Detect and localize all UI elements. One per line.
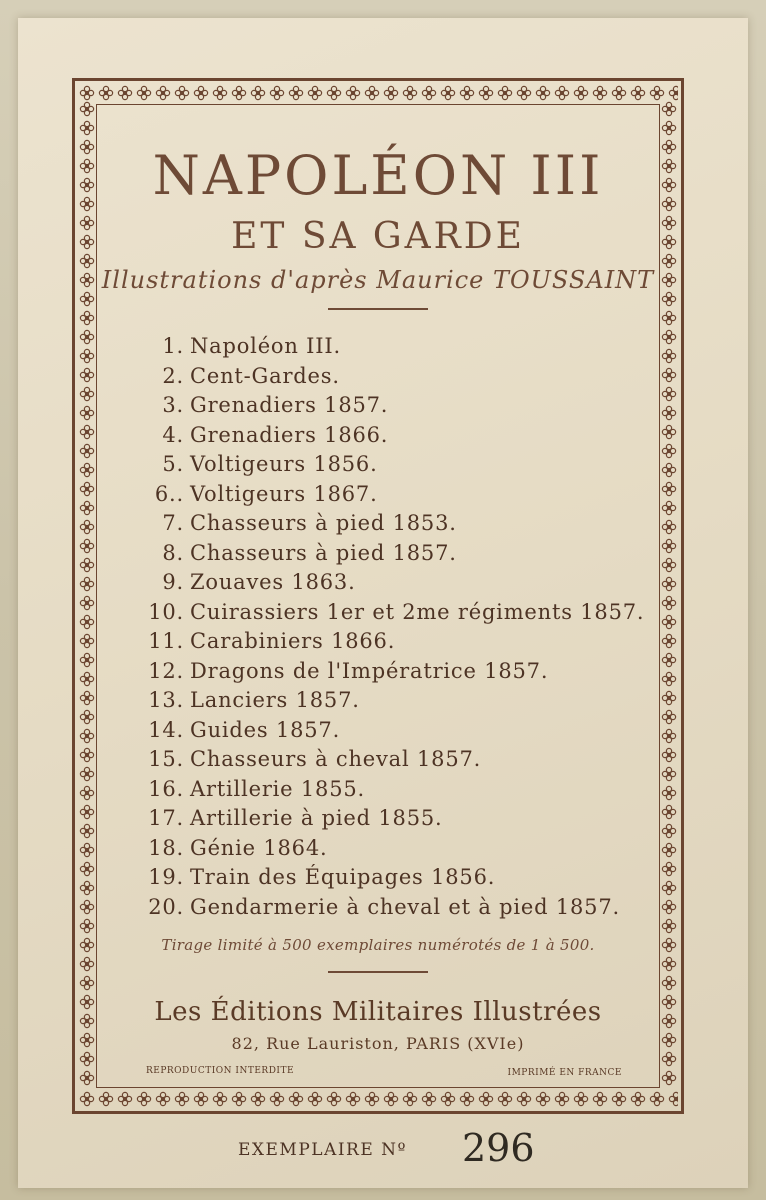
ornament-flower bbox=[80, 1014, 93, 1027]
ornament-flower bbox=[662, 140, 675, 153]
ornament-flower bbox=[662, 425, 675, 438]
ornament-flower bbox=[175, 1092, 188, 1105]
ornament-flower bbox=[662, 957, 675, 970]
ornament-flower bbox=[80, 558, 93, 571]
ornament-flower bbox=[80, 653, 93, 666]
ornament-flower bbox=[365, 86, 378, 99]
ornament-flower bbox=[662, 520, 675, 533]
plate-number: 5. bbox=[162, 452, 184, 476]
ornament-flower bbox=[662, 178, 675, 191]
ornament-flower bbox=[251, 86, 264, 99]
ornament-flower bbox=[80, 881, 93, 894]
edition-limit-note: Tirage limité à 500 exemplaires numérotés de 1 à 500. bbox=[161, 936, 595, 954]
ornament-flower bbox=[662, 387, 675, 400]
ornament-flower bbox=[137, 1092, 150, 1105]
ornament-flower bbox=[631, 1092, 644, 1105]
ornament-flower bbox=[517, 1092, 530, 1105]
plate-item bbox=[144, 391, 644, 421]
plate-number: 1. bbox=[162, 334, 184, 358]
ornament-flower bbox=[80, 767, 93, 780]
ornament-border-top bbox=[78, 84, 678, 102]
ornament-flower bbox=[80, 520, 93, 533]
ornament-flower bbox=[213, 86, 226, 99]
ornament-flower bbox=[441, 1092, 454, 1105]
ornament-flower bbox=[422, 1092, 435, 1105]
ornament-flower bbox=[662, 1052, 675, 1065]
ornament-flower bbox=[365, 1092, 378, 1105]
ornament-flower bbox=[555, 1092, 568, 1105]
plate-label: Chasseurs à pied 1853. bbox=[190, 511, 457, 535]
ornament-flower bbox=[80, 995, 93, 1008]
ornament-flower bbox=[118, 1092, 131, 1105]
plate-label: Dragons de l'Impératrice 1857. bbox=[190, 658, 549, 683]
ornament-flower bbox=[574, 86, 587, 99]
exemplaire-label: EXEMPLAIRE Nº bbox=[238, 1140, 408, 1160]
ornament-flower bbox=[460, 86, 473, 99]
ornament-flower bbox=[662, 938, 675, 951]
plate-label: Génie 1864. bbox=[190, 835, 328, 860]
ornament-flower bbox=[80, 292, 93, 305]
plate-label: Napoléon III. bbox=[190, 334, 341, 358]
ornament-border-bottom bbox=[78, 1090, 678, 1108]
ornament-flower bbox=[555, 86, 568, 99]
plate-item bbox=[144, 450, 644, 480]
ornament-flower bbox=[80, 178, 93, 191]
plate-list bbox=[144, 332, 644, 922]
ornament-flower bbox=[612, 1092, 625, 1105]
ornament-flower bbox=[662, 501, 675, 514]
ornament-flower bbox=[662, 159, 675, 172]
plate-label: Carabiniers 1866. bbox=[190, 629, 396, 653]
plate-label: Artillerie 1855. bbox=[190, 776, 365, 801]
plate-label: Chasseurs à cheval 1857. bbox=[190, 747, 482, 771]
ornament-flower bbox=[80, 862, 93, 875]
ornament-flower bbox=[662, 672, 675, 685]
ornament-flower bbox=[662, 273, 675, 286]
ornament-flower bbox=[612, 86, 625, 99]
ornament-flower bbox=[80, 805, 93, 818]
ornament-flower bbox=[80, 1052, 93, 1065]
ornament-flower bbox=[662, 254, 675, 267]
ornament-flower bbox=[80, 330, 93, 343]
ornament-flower bbox=[194, 86, 207, 99]
ornament-flower bbox=[536, 1092, 549, 1105]
plate-number: 16. bbox=[148, 776, 184, 801]
ornament-flower bbox=[422, 86, 435, 99]
ornament-flower bbox=[662, 197, 675, 210]
plate-number: 11. bbox=[148, 629, 184, 653]
plate-number: 12. bbox=[148, 658, 184, 683]
illustrator-credit: Illustrations d'après Maurice TOUSSAINT bbox=[101, 266, 655, 294]
ornament-flower bbox=[662, 634, 675, 647]
ornament-flower bbox=[80, 1071, 93, 1084]
plate-number: 8. bbox=[162, 540, 184, 565]
ornament-flower bbox=[80, 463, 93, 476]
ornament-flower bbox=[662, 368, 675, 381]
ornament-flower bbox=[80, 349, 93, 362]
ornament-flower bbox=[662, 995, 675, 1008]
ornament-flower bbox=[662, 349, 675, 362]
printed-in-notice: IMPRIMÉ EN FRANCE bbox=[507, 1068, 622, 1078]
ornament-flower bbox=[80, 102, 93, 115]
ornament-flower bbox=[403, 1092, 416, 1105]
ornament-flower bbox=[662, 767, 675, 780]
ornament-flower bbox=[662, 729, 675, 742]
ornament-flower bbox=[479, 86, 492, 99]
ornament-flower bbox=[662, 1071, 675, 1084]
ornament-flower bbox=[662, 558, 675, 571]
ornament-flower bbox=[662, 235, 675, 248]
plate-number: 15. bbox=[148, 747, 184, 771]
ornament-flower bbox=[346, 1092, 359, 1105]
plate-number: 7. bbox=[162, 511, 184, 535]
ornament-flower bbox=[80, 957, 93, 970]
plate-number: 17. bbox=[148, 806, 184, 830]
ornament-flower bbox=[80, 140, 93, 153]
ornament-flower bbox=[80, 482, 93, 495]
ornament-flower bbox=[80, 425, 93, 438]
ornament-flower bbox=[80, 843, 93, 856]
plate-item bbox=[144, 362, 644, 392]
ornament-flower bbox=[662, 330, 675, 343]
ornament-flower bbox=[232, 86, 245, 99]
ornament-flower bbox=[662, 710, 675, 723]
plate-item bbox=[144, 539, 644, 569]
plate-number: 19. bbox=[148, 865, 184, 889]
plate-label: Zouaves 1863. bbox=[190, 570, 356, 594]
ornament-flower bbox=[194, 1092, 207, 1105]
ornament-flower bbox=[662, 292, 675, 305]
plate-label: Gendarmerie à cheval et à pied 1857. bbox=[190, 894, 620, 919]
ornament-flower bbox=[289, 1092, 302, 1105]
ornament-flower bbox=[80, 216, 93, 229]
reproduction-notice: REPRODUCTION INTERDITE bbox=[146, 1066, 295, 1076]
plate-number: 2. bbox=[162, 363, 184, 388]
plate-label: Voltigeurs 1867. bbox=[190, 481, 378, 506]
exemplaire-number: 296 bbox=[462, 1126, 535, 1170]
ornament-flower bbox=[650, 1092, 663, 1105]
ornament-flower bbox=[662, 463, 675, 476]
ornament-flower bbox=[80, 121, 93, 134]
ornament-flower bbox=[346, 86, 359, 99]
ornament-flower bbox=[289, 86, 302, 99]
ornament-flower bbox=[669, 86, 678, 99]
ornament-border-right bbox=[660, 100, 678, 1090]
divider-rule bbox=[328, 308, 428, 310]
ornament-flower bbox=[650, 86, 663, 99]
plate-number: 20. bbox=[148, 894, 184, 919]
plate-number: 9. bbox=[162, 570, 184, 594]
ornament-flower bbox=[631, 86, 644, 99]
ornament-flower bbox=[662, 691, 675, 704]
plate-label: Guides 1857. bbox=[190, 717, 341, 742]
ornament-flower bbox=[460, 1092, 473, 1105]
plate-item bbox=[144, 893, 644, 923]
ornament-flower bbox=[80, 1092, 93, 1105]
ornament-flower bbox=[80, 197, 93, 210]
ornament-flower bbox=[662, 653, 675, 666]
plate-label: Artillerie à pied 1855. bbox=[190, 806, 443, 830]
divider-rule bbox=[328, 971, 428, 973]
ornament-flower bbox=[80, 368, 93, 381]
ornament-flower bbox=[80, 710, 93, 723]
plate-number: 10. bbox=[148, 599, 184, 624]
ornament-flower bbox=[80, 596, 93, 609]
document-content bbox=[96, 104, 660, 1088]
plate-item bbox=[144, 568, 644, 598]
ornament-flower bbox=[232, 1092, 245, 1105]
plate-item bbox=[144, 863, 644, 893]
ornament-flower bbox=[80, 672, 93, 685]
ornament-flower bbox=[662, 976, 675, 989]
ornament-flower bbox=[213, 1092, 226, 1105]
ornament-flower bbox=[80, 691, 93, 704]
ornament-flower bbox=[118, 86, 131, 99]
ornament-flower bbox=[327, 1092, 340, 1105]
ornament-flower bbox=[662, 121, 675, 134]
ornament-flower bbox=[80, 919, 93, 932]
ornament-flower bbox=[327, 86, 340, 99]
ornament-flower bbox=[669, 1092, 678, 1105]
ornament-flower bbox=[662, 406, 675, 419]
plate-label: Lanciers 1857. bbox=[190, 688, 360, 712]
ornament-flower bbox=[80, 406, 93, 419]
plate-label: Grenadiers 1866. bbox=[190, 422, 389, 447]
ornament-flower bbox=[662, 596, 675, 609]
ornament-flower bbox=[80, 444, 93, 457]
ornament-flower bbox=[498, 86, 511, 99]
ornament-flower bbox=[80, 501, 93, 514]
ornament-flower bbox=[662, 102, 675, 115]
plate-item bbox=[144, 598, 644, 628]
plate-item bbox=[144, 686, 644, 716]
ornament-flower bbox=[308, 1092, 321, 1105]
ornament-flower bbox=[662, 862, 675, 875]
ornament-flower bbox=[662, 900, 675, 913]
ornament-flower bbox=[662, 748, 675, 761]
ornament-flower bbox=[662, 615, 675, 628]
ornament-flower bbox=[80, 976, 93, 989]
ornament-flower bbox=[662, 843, 675, 856]
ornament-flower bbox=[384, 1092, 397, 1105]
ornament-flower bbox=[80, 273, 93, 286]
ornament-flower bbox=[662, 805, 675, 818]
ornament-flower bbox=[662, 216, 675, 229]
ornament-flower bbox=[80, 539, 93, 552]
ornament-flower bbox=[662, 1014, 675, 1027]
ornament-flower bbox=[99, 1092, 112, 1105]
ornament-flower bbox=[80, 1033, 93, 1046]
ornament-flower bbox=[80, 938, 93, 951]
plate-label: Voltigeurs 1856. bbox=[190, 452, 378, 476]
plate-label: Chasseurs à pied 1857. bbox=[190, 540, 457, 565]
ornament-flower bbox=[662, 824, 675, 837]
plate-number: 14. bbox=[148, 717, 184, 742]
ornament-flower bbox=[662, 881, 675, 894]
plate-label: Cent-Gardes. bbox=[190, 363, 340, 388]
ornament-flower bbox=[80, 900, 93, 913]
ornament-flower bbox=[80, 235, 93, 248]
publisher-name: Les Éditions Militaires Illustrées bbox=[154, 997, 602, 1027]
ornament-flower bbox=[593, 1092, 606, 1105]
ornament-flower bbox=[384, 86, 397, 99]
document-subtitle: ET SA GARDE bbox=[231, 216, 525, 257]
plate-number: 6.. bbox=[154, 481, 184, 506]
ornament-flower bbox=[99, 86, 112, 99]
plate-item bbox=[144, 627, 644, 657]
ornament-flower bbox=[308, 86, 321, 99]
plate-item bbox=[144, 657, 644, 687]
ornament-flower bbox=[80, 577, 93, 590]
ornament-flower bbox=[80, 729, 93, 742]
ornament-flower bbox=[517, 86, 530, 99]
plate-number: 18. bbox=[148, 835, 184, 860]
ornament-flower bbox=[80, 254, 93, 267]
plate-item bbox=[144, 716, 644, 746]
ornament-flower bbox=[536, 86, 549, 99]
plate-label: Cuirassiers 1er et 2me régiments 1857. bbox=[190, 599, 645, 624]
ornament-flower bbox=[662, 311, 675, 324]
ornament-flower bbox=[80, 748, 93, 761]
ornament-flower bbox=[80, 311, 93, 324]
ornament-flower bbox=[80, 387, 93, 400]
ornament-border-left bbox=[78, 100, 96, 1090]
ornament-flower bbox=[80, 824, 93, 837]
document-title: NAPOLÉON III bbox=[152, 144, 604, 207]
plate-item bbox=[144, 332, 644, 362]
ornament-flower bbox=[498, 1092, 511, 1105]
ornament-flower bbox=[479, 1092, 492, 1105]
ornament-flower bbox=[80, 159, 93, 172]
ornament-flower bbox=[662, 577, 675, 590]
ornament-flower bbox=[662, 539, 675, 552]
plate-item bbox=[144, 745, 644, 775]
ornament-flower bbox=[662, 444, 675, 457]
publisher-address: 82, Rue Lauriston, PARIS (XVIe) bbox=[231, 1034, 525, 1053]
ornament-flower bbox=[593, 86, 606, 99]
ornament-flower bbox=[270, 86, 283, 99]
ornament-flower bbox=[662, 919, 675, 932]
ornament-flower bbox=[662, 786, 675, 799]
ornament-flower bbox=[80, 86, 93, 99]
ornament-flower bbox=[80, 634, 93, 647]
plate-label: Grenadiers 1857. bbox=[190, 393, 389, 417]
plate-item bbox=[144, 480, 644, 510]
ornament-flower bbox=[662, 1033, 675, 1046]
plate-item bbox=[144, 834, 644, 864]
plate-label: Train des Équipages 1856. bbox=[190, 865, 496, 889]
ornament-flower bbox=[175, 86, 188, 99]
plate-item bbox=[144, 421, 644, 451]
ornament-flower bbox=[403, 86, 416, 99]
ornament-flower bbox=[251, 1092, 264, 1105]
plate-item bbox=[144, 775, 644, 805]
ornament-flower bbox=[574, 1092, 587, 1105]
ornament-flower bbox=[80, 786, 93, 799]
ornament-flower bbox=[156, 86, 169, 99]
ornament-flower bbox=[137, 86, 150, 99]
ornament-flower bbox=[441, 86, 454, 99]
ornament-flower bbox=[270, 1092, 283, 1105]
ornament-flower bbox=[662, 482, 675, 495]
plate-number: 4. bbox=[162, 422, 184, 447]
plate-item bbox=[144, 804, 644, 834]
plate-number: 3. bbox=[162, 393, 184, 417]
ornament-flower bbox=[80, 615, 93, 628]
ornament-flower bbox=[156, 1092, 169, 1105]
plate-item bbox=[144, 509, 644, 539]
plate-number: 13. bbox=[148, 688, 184, 712]
